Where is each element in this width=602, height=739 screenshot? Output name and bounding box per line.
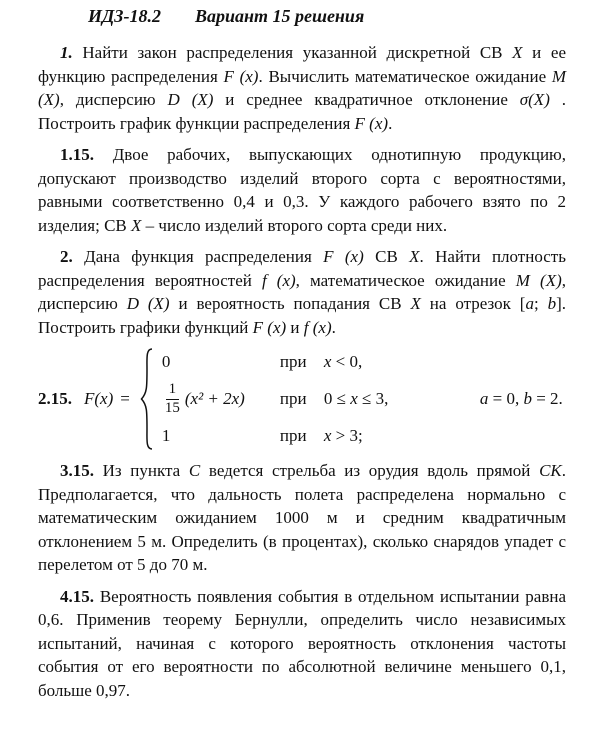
- case-1-keyword: при: [279, 352, 307, 372]
- text-segment: Найти закон распределения указанной дискретной СВ: [72, 43, 513, 62]
- fraction-denominator: 15: [164, 399, 180, 416]
- text-segment: 1.: [60, 43, 73, 62]
- text-segment: > 3;: [331, 425, 363, 445]
- text-segment: F (x): [252, 317, 287, 337]
- text-segment: и вероятность попадания СВ: [169, 294, 411, 313]
- text-segment: X: [409, 247, 420, 266]
- text-segment: σ(X): [519, 90, 550, 109]
- text-segment: CK: [539, 461, 562, 480]
- case-2-expression: (x² + 2x): [184, 389, 245, 408]
- left-brace-icon: [139, 347, 154, 451]
- text-segment: = 2.: [531, 389, 563, 408]
- paragraph-task-1: [38, 41, 566, 135]
- text-segment: .: [331, 317, 336, 337]
- text-segment: 2.: [60, 247, 73, 266]
- text-segment: M (X): [38, 66, 567, 109]
- text-segment: = 0,: [488, 389, 524, 408]
- case-2-value: [162, 381, 280, 417]
- text-segment: < 0,: [331, 352, 363, 372]
- text-segment: D (X): [167, 90, 214, 109]
- text-segment: 1.15.: [60, 145, 94, 164]
- text-segment: M (X): [515, 270, 562, 290]
- text-segment: . Вычислить математическое ожидание: [258, 66, 552, 86]
- case-2-keyword: при: [279, 389, 307, 408]
- case-3-value: 1: [161, 425, 171, 445]
- text-segment: ≤ 3,: [357, 389, 389, 408]
- text-segment: F (x): [223, 66, 259, 86]
- paragraph-task-4-15: [38, 585, 566, 703]
- text-segment: – число изделий второго сорта среди них.: [141, 215, 448, 235]
- piecewise-cases: [162, 350, 563, 448]
- text-segment: , дисперсию: [59, 90, 168, 109]
- text-segment: a: [479, 389, 489, 408]
- text-segment: СВ: [363, 247, 410, 266]
- text-segment: D (X): [126, 294, 170, 313]
- text-segment: x: [323, 352, 332, 372]
- formula-label: 2.15.: [38, 389, 72, 408]
- document-header: [38, 6, 566, 27]
- text-segment: ;: [533, 294, 548, 313]
- fraction: [162, 381, 183, 417]
- text-segment: f (x): [303, 317, 332, 337]
- text-segment: , дисперсию: [38, 270, 566, 313]
- case-row-1: [162, 350, 563, 374]
- text-segment: Двое рабочих, выпускающих однотипную продукцию, допускают производство изделий второго сорта с вероятностями, равными соответственно 0,4 и 0,3. У каждого рабочего взято по 2 изделия; СВ: [38, 145, 566, 235]
- variant-title: Вариант 15 решения: [194, 6, 365, 26]
- case-2-parameters: [480, 389, 563, 409]
- formula-2-15: [38, 347, 566, 451]
- text-segment: F (x): [354, 113, 389, 133]
- text-segment: X: [410, 294, 421, 313]
- case-1-condition: [324, 352, 452, 372]
- case-1-value: 0: [161, 352, 171, 372]
- case-3-condition: [324, 426, 452, 446]
- text-segment: b: [547, 294, 557, 313]
- text-segment: Из пункта: [94, 461, 189, 480]
- text-segment: ]. Построить графики функций: [38, 294, 566, 337]
- text-segment: Дана функция распределения: [72, 247, 324, 266]
- text-segment: b: [523, 389, 532, 408]
- text-segment: X: [512, 43, 523, 62]
- text-segment: f (x): [261, 270, 296, 290]
- case-2-condition: [324, 389, 452, 409]
- text-segment: на отрезок [: [420, 294, 526, 313]
- text-segment: ведется стрельба из орудия вдоль прямой: [200, 461, 540, 480]
- text-segment: . Найти плотность распределения вероятностей: [38, 247, 566, 290]
- text-segment: . Предполагается, что дальность полета распределена нормально с математическим ожиданием 1000 м и средним квадратичным отклонением 5 м. Определить (в процентах), сколько снарядов упадет с перелетом от 5 до 70 м.: [38, 461, 567, 574]
- case-row-2: [162, 381, 563, 417]
- document-id: ИДЗ-18.2: [88, 6, 161, 26]
- text-segment: и среднее квадратичное отклонение: [213, 90, 520, 109]
- text-segment: и: [286, 317, 304, 337]
- text-segment: x: [323, 425, 332, 445]
- text-segment: и ее функцию распределения: [38, 43, 566, 86]
- paragraph-task-3-15: [38, 459, 566, 577]
- text-segment: F (x): [323, 247, 364, 266]
- paragraph-task-1-15: [38, 143, 566, 237]
- text-segment: 4.15.: [60, 586, 94, 606]
- text-segment: 0 ≤: [323, 389, 351, 408]
- paragraph-task-2: [38, 245, 566, 339]
- text-segment: C: [188, 461, 201, 480]
- text-segment: a: [525, 294, 534, 313]
- equals-sign: =: [120, 389, 130, 408]
- text-segment: , математическое ожидание: [295, 270, 516, 290]
- fraction-numerator: 1: [166, 381, 180, 399]
- text-segment: x: [350, 389, 358, 408]
- text-segment: Вероятность появления события в отдельном испытании равна 0,6. Применив теорему Бернулли, определить число независимых испытаний, начиная с которого вероятность отклонения частоты события от его вероятности по абсолютной величине меньшего 0,1, больше 0,97.: [38, 586, 566, 700]
- case-row-3: [162, 424, 563, 448]
- text-segment: .: [388, 113, 393, 133]
- formula-lhs: F(x): [84, 389, 114, 408]
- case-3-keyword: при: [279, 425, 307, 445]
- text-segment: 3.15.: [60, 461, 94, 480]
- text-segment: X: [131, 215, 142, 235]
- text-segment: . Построить график функции распределения: [38, 90, 566, 133]
